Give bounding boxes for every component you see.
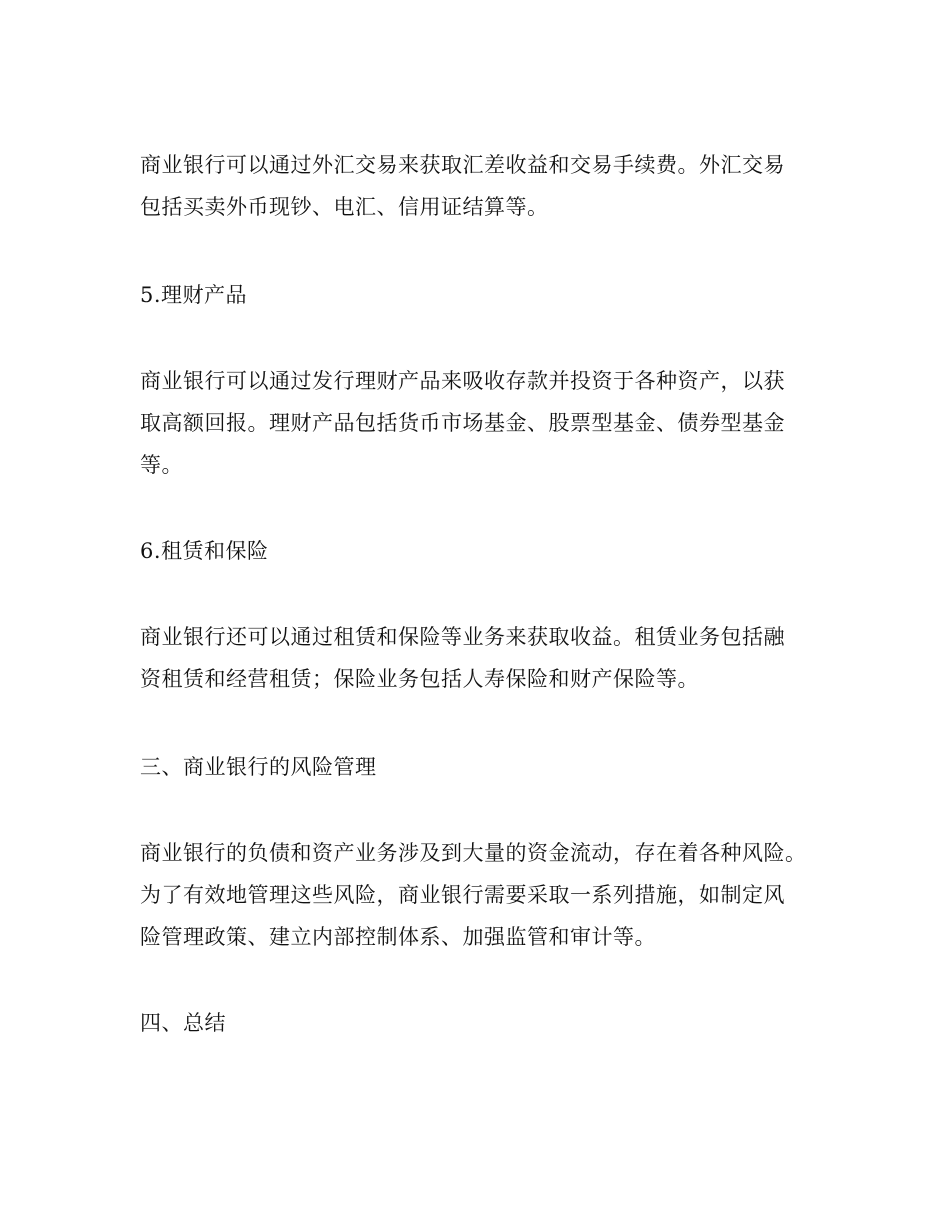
section-heading-summary: 四、总结 bbox=[140, 1011, 226, 1035]
paragraph-risk-line-2: 为了有效地管理这些风险，商业银行需要采取一系列措施，如制定风 bbox=[140, 883, 785, 907]
paragraph-forex-line-2: 包括买卖外币现钞、电汇、信用证结算等。 bbox=[140, 195, 549, 219]
paragraph-wealth-line-3: 等。 bbox=[140, 453, 183, 477]
paragraph-risk-line-1: 商业银行的负债和资产业务涉及到大量的资金流动，存在着各种风险。 bbox=[140, 841, 807, 865]
paragraph-leasing-line-1: 商业银行还可以通过租赁和保险等业务来获取收益。租赁业务包括融 bbox=[140, 625, 785, 649]
section-heading-wealth-products: 5.理财产品 bbox=[140, 283, 248, 307]
paragraph-leasing-line-2: 资租赁和经营租赁；保险业务包括人寿保险和财产保险等。 bbox=[140, 667, 699, 691]
paragraph-forex-line-1: 商业银行可以通过外汇交易来获取汇差收益和交易手续费。外汇交易 bbox=[140, 153, 785, 177]
section-heading-risk-management: 三、商业银行的风险管理 bbox=[140, 755, 377, 779]
paragraph-wealth-line-2: 取高额回报。理财产品包括货币市场基金、股票型基金、债券型基金 bbox=[140, 411, 785, 435]
section-heading-leasing-insurance: 6.租赁和保险 bbox=[140, 539, 269, 563]
paragraph-wealth-line-1: 商业银行可以通过发行理财产品来吸收存款并投资于各种资产，以获 bbox=[140, 369, 785, 393]
paragraph-risk-line-3: 险管理政策、建立内部控制体系、加强监管和审计等。 bbox=[140, 925, 656, 949]
